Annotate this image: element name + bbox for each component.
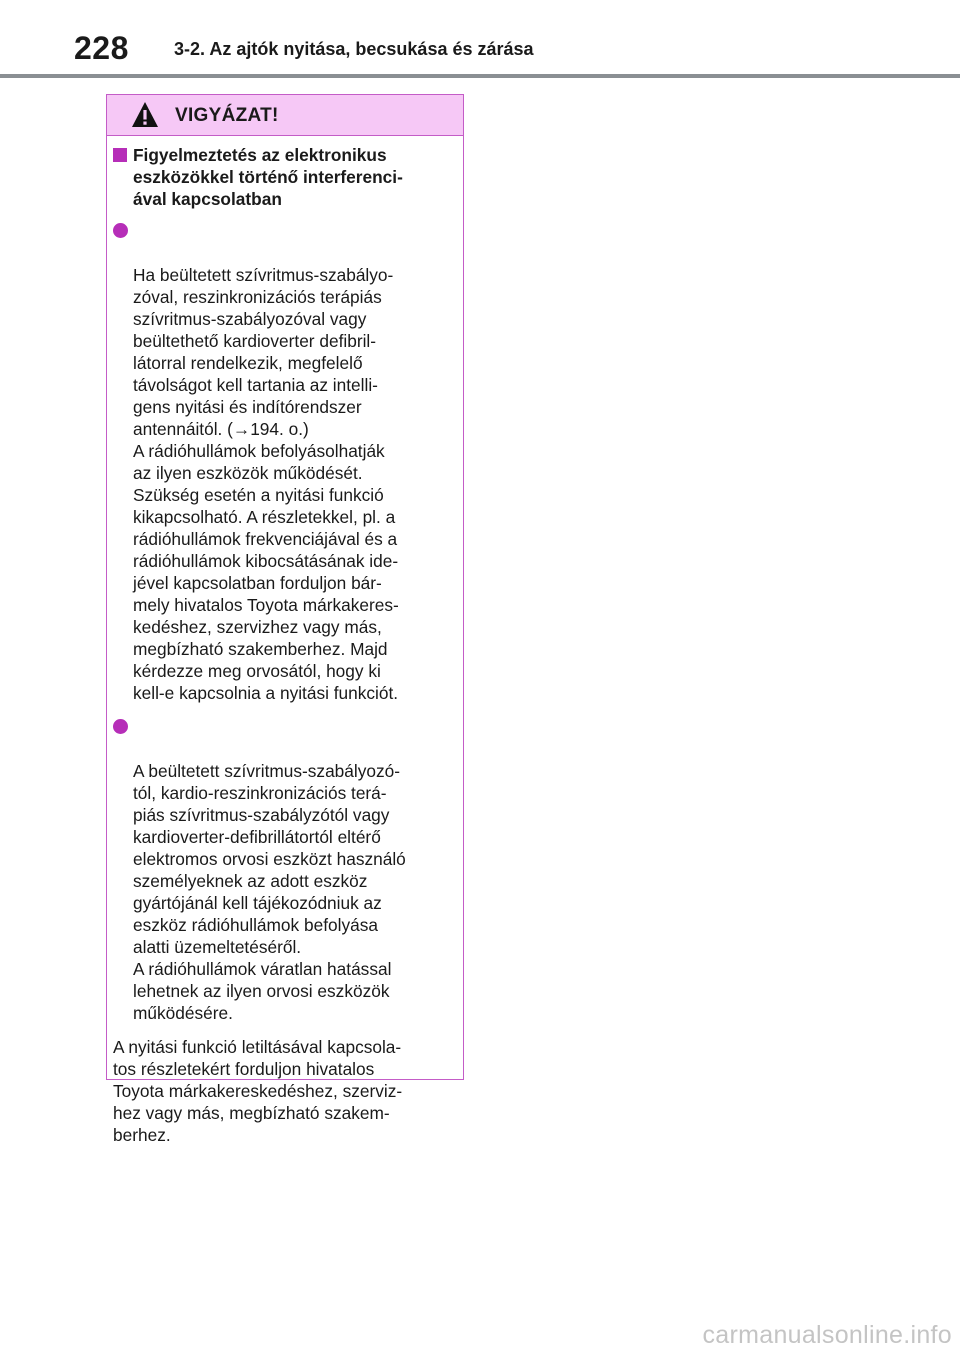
warning-title: VIGYÁZAT! <box>175 105 279 126</box>
closing-paragraph: A nyitási funkció letiltásával kapcsola- tos részletekért forduljon hivatalos Toyota márkakereskedéshez, szerviz- hez vagy más, megbízható szakem- berhez. <box>113 1037 403 1145</box>
header-divider <box>0 74 960 78</box>
warning-heading: Figyelmeztetés az elektronikus eszközökkel történő interferenci- ával kapcsolatban <box>133 145 403 209</box>
warning-body <box>107 136 463 1146</box>
bullet-text-other-devices: A beültetett szívritmus-szabályozó- tól, kardio-reszinkronizációs terá- piás szívritmus-szabályzótól vagy kardioverter-defibrillátortól eltérő elektromos orvosi eszközt használó személyeknek az adott eszköz gyártójánál kell tájékozódniuk az eszköz rádióhullámok befolyása alatti üzemeltetéséről. A rádióhullámok váratlan hatással lehetnek az ilyen orvosi eszközök működésére. <box>133 761 406 1023</box>
list-item <box>113 220 449 704</box>
bullet-text-implant-distance: Ha beültetett szívritmus-szabályo- zóval, reszinkronizációs terápiás szívritmus-szabályozóval vagy beültethető kardioverter defibril- látorral rendelkezik, megfelelő távolságot kell tartania az intelli- gens nyitási és indítórendszer antennáitól. (→194. o.) A rádióhullámok befolyásolhatják az ilyen eszközök működését. Szükség esetén a nyitási funkció kikapcsolható. A részletekkel, pl. a rádióhullámok frekvenciájával és a rádióhullámok kibocsátásának ide- jével kapcsolatban forduljon bár- mely hivatalos Toyota márkakeres- kedéshez, szervizhez vagy más, megbízható szakemberhez. Majd kérdezze meg orvosától, hogy ki kell-e kapcsolnia a nyitási funkciót. <box>133 265 399 703</box>
section-title: 3-2. Az ajtók nyitása, becsukása és zárása <box>174 39 534 59</box>
list-item <box>113 716 449 1024</box>
square-bullet-icon <box>113 148 127 162</box>
warning-triangle-icon <box>131 101 159 129</box>
page-number: 228 <box>74 30 129 66</box>
warning-header <box>107 95 463 136</box>
round-bullet-icon <box>113 223 128 238</box>
round-bullet-icon <box>113 719 128 734</box>
watermark: carmanualsonline.info <box>702 1321 952 1349</box>
warning-heading-item <box>113 144 449 210</box>
page-header <box>0 0 960 80</box>
warning-box <box>106 94 464 1145</box>
